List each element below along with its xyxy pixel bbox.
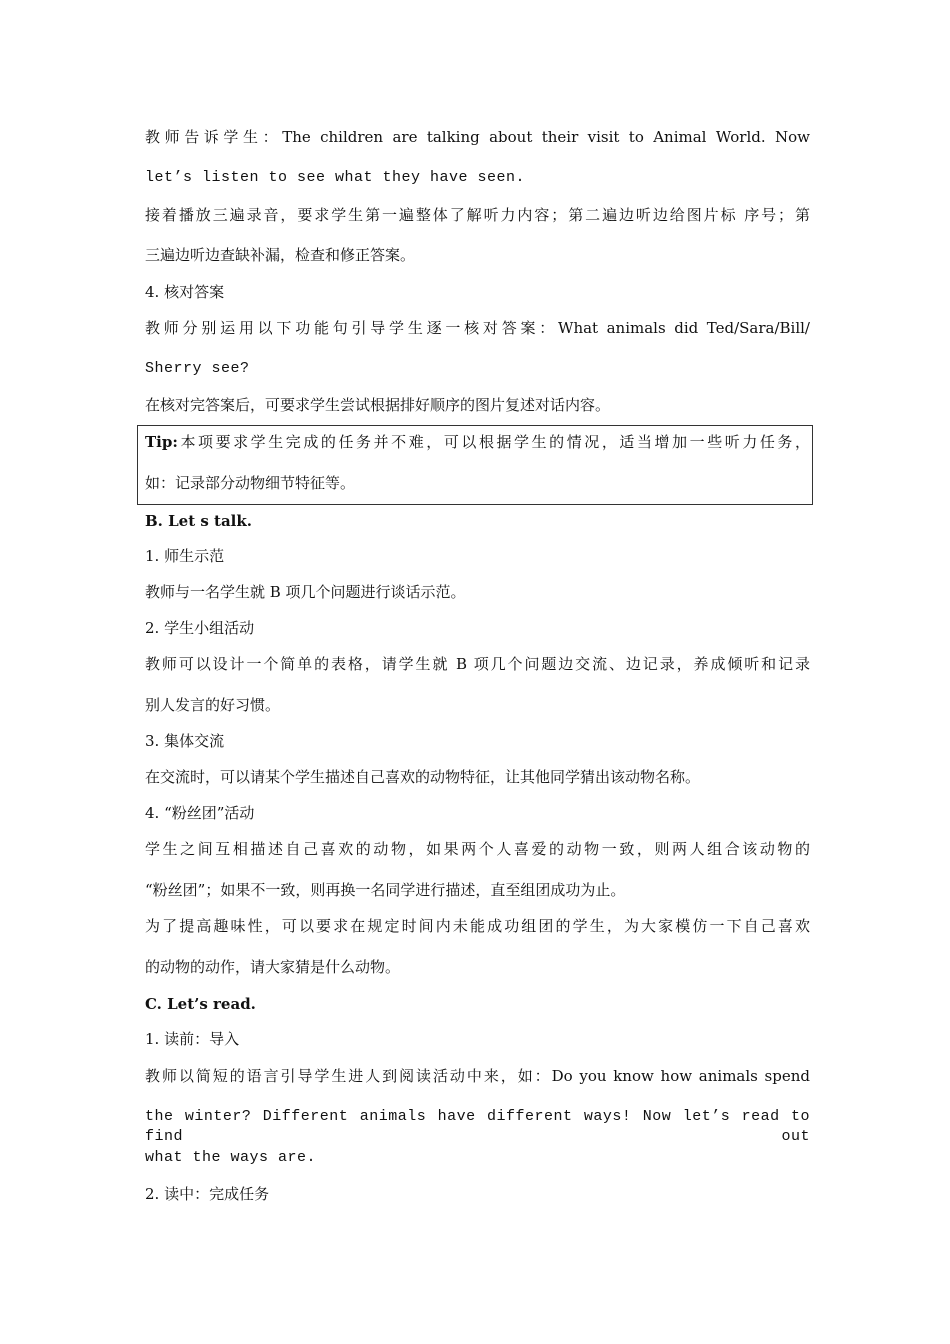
paragraph-line: 为了提高趣味性，可以要求在规定时间内未能成功组团的学生，为大家模仿一下自己喜欢 — [145, 917, 810, 935]
paragraph-line: “粉丝团”；如果不一致，则再换一名同学进行描述，直至组团成功为止。 — [145, 881, 626, 899]
paragraph-line: 教师告诉学生：The children are talking about their visit to Animal World. Now — [145, 128, 810, 146]
paragraph-line: Sherry see? — [145, 360, 250, 377]
paragraph-line: 在交流时，可以请某个学生描述自己喜欢的动物特征，让其他同学猜出该动物名称。 — [145, 768, 701, 786]
paragraph-line: 接着播放三遍录音，要求学生第一遍整体了解听力内容；第二遍边听边给图片标 序号；第 — [145, 206, 810, 224]
tip-label: Tip: — [145, 433, 178, 451]
paragraph-line: 在核对完答案后，可要求学生尝试根据排好顺序的图片复述对话内容。 — [145, 396, 611, 414]
paragraph-line: 学生之间互相描述自己喜欢的动物，如果两个人喜爱的动物一致，则两人组合该动物的 — [145, 840, 810, 858]
paragraph-line: 教师分别运用以下功能句引导学生逐一核对答案：What animals did Ted/Sara/Bill/ — [145, 319, 810, 337]
paragraph-line: 教师与一名学生就 B 项几个问题进行谈话示范。 — [145, 583, 466, 601]
list-heading: 2. 学生小组活动 — [145, 619, 255, 637]
paragraph-line: 三遍边听边查缺补漏，检查和修正答案。 — [145, 246, 416, 264]
list-heading: 1. 读前：导入 — [145, 1030, 240, 1048]
list-heading: 1. 师生示范 — [145, 547, 225, 565]
list-heading: 3. 集体交流 — [145, 732, 225, 750]
paragraph-line: 别人发言的好习惯。 — [145, 696, 281, 714]
paragraph-line: 教师以简短的语言引导学生进人到阅读活动中来，如：Do you know how animals spend — [145, 1067, 810, 1085]
paragraph-line: 教师可以设计一个简单的表格，请学生就 B 项几个问题边交流、边记录，养成倾听和记录 — [145, 655, 810, 673]
list-heading: 4. 核对答案 — [145, 283, 225, 301]
list-heading: 2. 读中：完成任务 — [145, 1185, 270, 1203]
list-heading: 4. “粉丝团”活动 — [145, 804, 255, 822]
paragraph-line: let’s listen to see what they have seen. — [145, 169, 526, 186]
section-heading: B. Let s talk. — [145, 512, 252, 530]
paragraph-line: what the ways are. — [145, 1149, 317, 1166]
tip-text: 本项要求学生完成的任务并不难，可以根据学生的情况，适当增加一些听力任务， — [177, 433, 810, 451]
tip-line — [145, 432, 810, 452]
tip-line: 如：记录部分动物细节特征等。 — [145, 474, 356, 492]
section-heading: C. Let’s read. — [145, 995, 256, 1013]
paragraph-line: the winter? Different animals have different ways! Now let’s read to find out — [145, 1108, 810, 1145]
paragraph-line: 的动物的动作，请大家猜是什么动物。 — [145, 958, 401, 976]
